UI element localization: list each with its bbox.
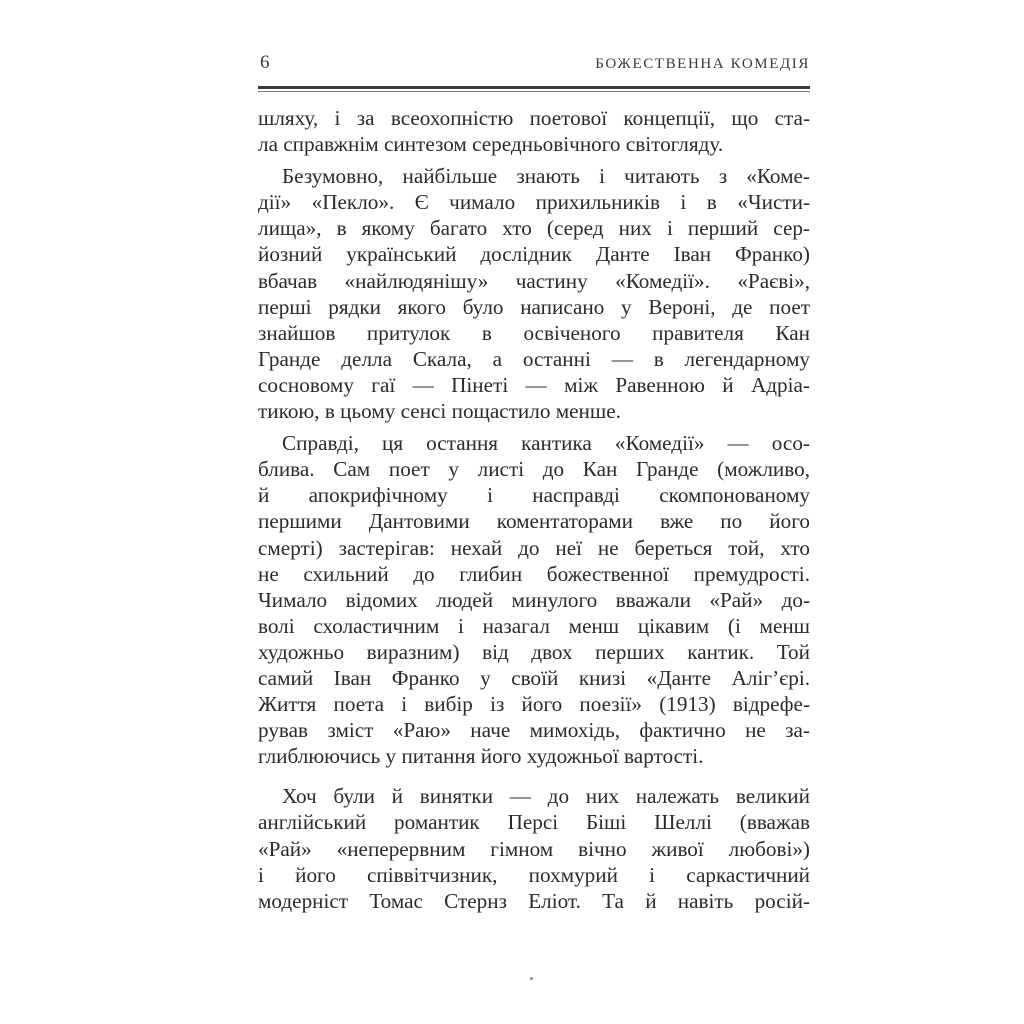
header-rule-thick [258,86,810,89]
text-line: рував зміст «Раю» наче мимохідь, фактично не за- [258,718,810,743]
scan-speck [530,977,533,980]
text-line: «Рай» «неперервним гімном вічно живої любові») [258,836,810,861]
running-title: БОЖЕСТВЕННА КОМЕДІЯ [595,56,810,72]
text-line: глиблюючись у питання його художньої вартості. [258,744,704,769]
text-line: лища», в якому багато хто (серед них і перший сер- [258,216,810,241]
paragraph [258,105,810,157]
text-line: сосновому гаї — Пінеті — між Равенною й Адріа- [258,372,810,397]
text-line: модерніст Томас Стернз Еліот. Та й навіть росій- [258,888,810,913]
text-line: самий Іван Франко у своїй книзі «Данте Аліг’єрі. [258,665,810,690]
text-line: блива. Сам поет у листі до Кан Гранде (можливо, [258,457,810,482]
text-line: не схильний до глибин божественної премудрості. [258,561,810,586]
text-line: Хоч були й винятки — до них належать великий [282,784,810,809]
text-line: ла справжнім синтезом середньовічного світогляду. [258,132,724,157]
text-line: вбачав «найлюдянішу» частину «Комедії». «Раєві», [258,268,810,293]
paragraph [258,430,810,769]
text-line: англійський романтик Персі Біші Шеллі (вважав [258,810,810,835]
text-line: тикою, в цьому сенсі пощастило менше. [258,399,621,424]
text-line: Безумовно, найбільше знають і читають з «Коме- [282,164,810,189]
text-line: Гранде делла Скала, а останні — в легендарному [258,346,810,371]
text-line: знайшов притулок в освіченого правителя Кан [258,320,810,345]
text-line: художньо виразним) від двох перших кантик. Той [258,639,810,664]
text-line: перші рядки якого було написано у Вероні, де поет [258,294,810,319]
text-line: смерті) застерігав: нехай до неї не береться той, хто [258,535,810,560]
text-line: йозний український дослідник Данте Іван Франко) [258,242,810,267]
header-rule-thin [258,91,810,92]
page-number: 6 [260,52,270,73]
text-line: шляху, і за всеохопністю поетової концепції, що ста- [258,106,810,130]
text-line: Справді, ця остання кантика «Комедії» — осо- [282,431,810,456]
text-line: першими Дантовими коментаторами вже по його [258,509,810,534]
header-double-rule [258,86,810,93]
text-line: дії» «Пекло». Є чимало прихильників і в «Чисти- [258,190,810,215]
text-line: волі схоластичним і назагал менш цікавим (і менш [258,613,810,638]
text-line: Чимало відомих людей минулого вважали «Рай» до- [258,587,810,612]
text-line: Життя поета і вибір із його поезії» (1913) відрефе- [258,692,810,717]
text-line: і його співвітчизник, похмурий і саркастичний [258,862,810,887]
text-line: й апокрифічному і насправді скомпонованому [258,483,810,508]
body-text [258,105,810,914]
running-head [258,52,810,80]
paragraph [258,783,810,913]
paragraph [258,163,810,424]
book-page [258,52,810,914]
